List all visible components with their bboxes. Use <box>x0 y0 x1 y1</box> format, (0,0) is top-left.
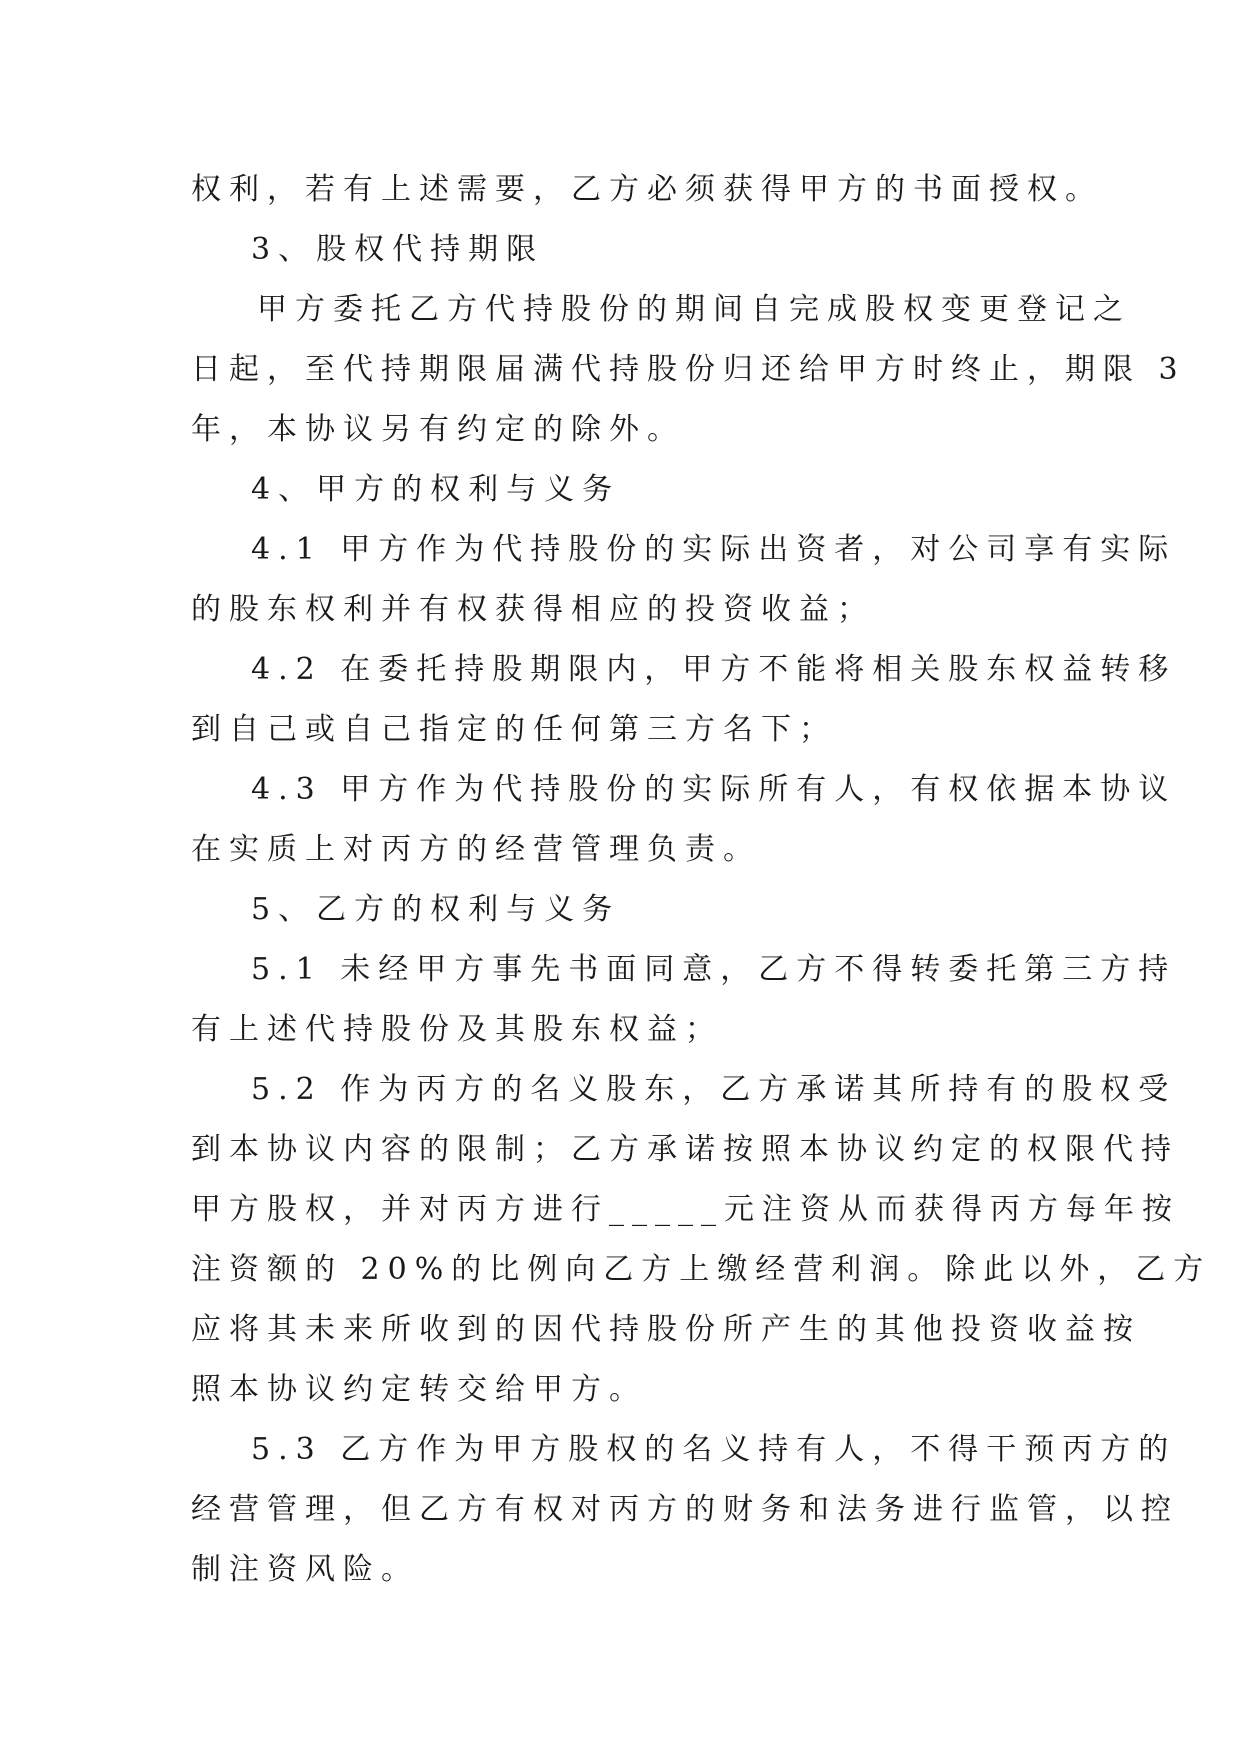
paragraph-line: 5.1 未经甲方事先书面同意，乙方不得转委托第三方持 <box>251 952 1177 987</box>
paragraph-line: 4.3 甲方作为代持股份的实际所有人，有权依据本协议 <box>251 772 1177 807</box>
paragraph-line: 甲方委托乙方代持股份的期间自完成股权变更登记之 <box>257 292 1131 327</box>
section-heading: 5、乙方的权利与义务 <box>251 892 621 927</box>
paragraph-line: 权利，若有上述需要，乙方必须获得甲方的书面授权。 <box>191 172 1103 207</box>
paragraph-line: 年，本协议另有约定的除外。 <box>191 412 685 447</box>
paragraph-line: 在实质上对丙方的经营管理负责。 <box>191 832 761 867</box>
paragraph-line: 到自己或自己指定的任何第三方名下； <box>191 712 837 747</box>
paragraph-line: 的股东权利并有权获得相应的投资收益； <box>191 592 875 627</box>
paragraph-line: 日起，至代持期限届满代持股份归还给甲方时终止，期限 3 <box>191 352 1186 387</box>
paragraph-line: 照本协议约定转交给甲方。 <box>191 1372 647 1407</box>
paragraph-line: 制注资风险。 <box>191 1552 419 1587</box>
paragraph-line: 5.3 乙方作为甲方股权的名义持有人，不得干预丙方的 <box>251 1432 1177 1467</box>
document-body <box>191 160 1212 1600</box>
paragraph-line: 应将其未来所收到的因代持股份所产生的其他投资收益按 <box>191 1312 1141 1347</box>
paragraph-line: 到本协议内容的限制；乙方承诺按照本协议约定的权限代持 <box>191 1132 1179 1167</box>
paragraph-line: 4.1 甲方作为代持股份的实际出资者，对公司享有实际 <box>251 532 1177 567</box>
paragraph-line: 有上述代持股份及其股东权益； <box>191 1012 723 1047</box>
paragraph-line: 4.2 在委托持股期限内，甲方不能将相关股东权益转移 <box>251 652 1177 687</box>
paragraph-line: 5.2 作为丙方的名义股东，乙方承诺其所持有的股权受 <box>251 1072 1177 1107</box>
paragraph-line: 甲方股权，并对丙方进行_____元注资从而获得丙方每年按 <box>191 1192 1180 1227</box>
paragraph-line: 经营管理，但乙方有权对丙方的财务和法务进行监管，以控 <box>191 1492 1179 1527</box>
section-heading: 3、股权代持期限 <box>251 232 545 267</box>
paragraph-line: 注资额的 20%的比例向乙方上缴经营利润。除此以外，乙方 <box>191 1252 1212 1287</box>
section-heading: 4、甲方的权利与义务 <box>251 472 621 507</box>
